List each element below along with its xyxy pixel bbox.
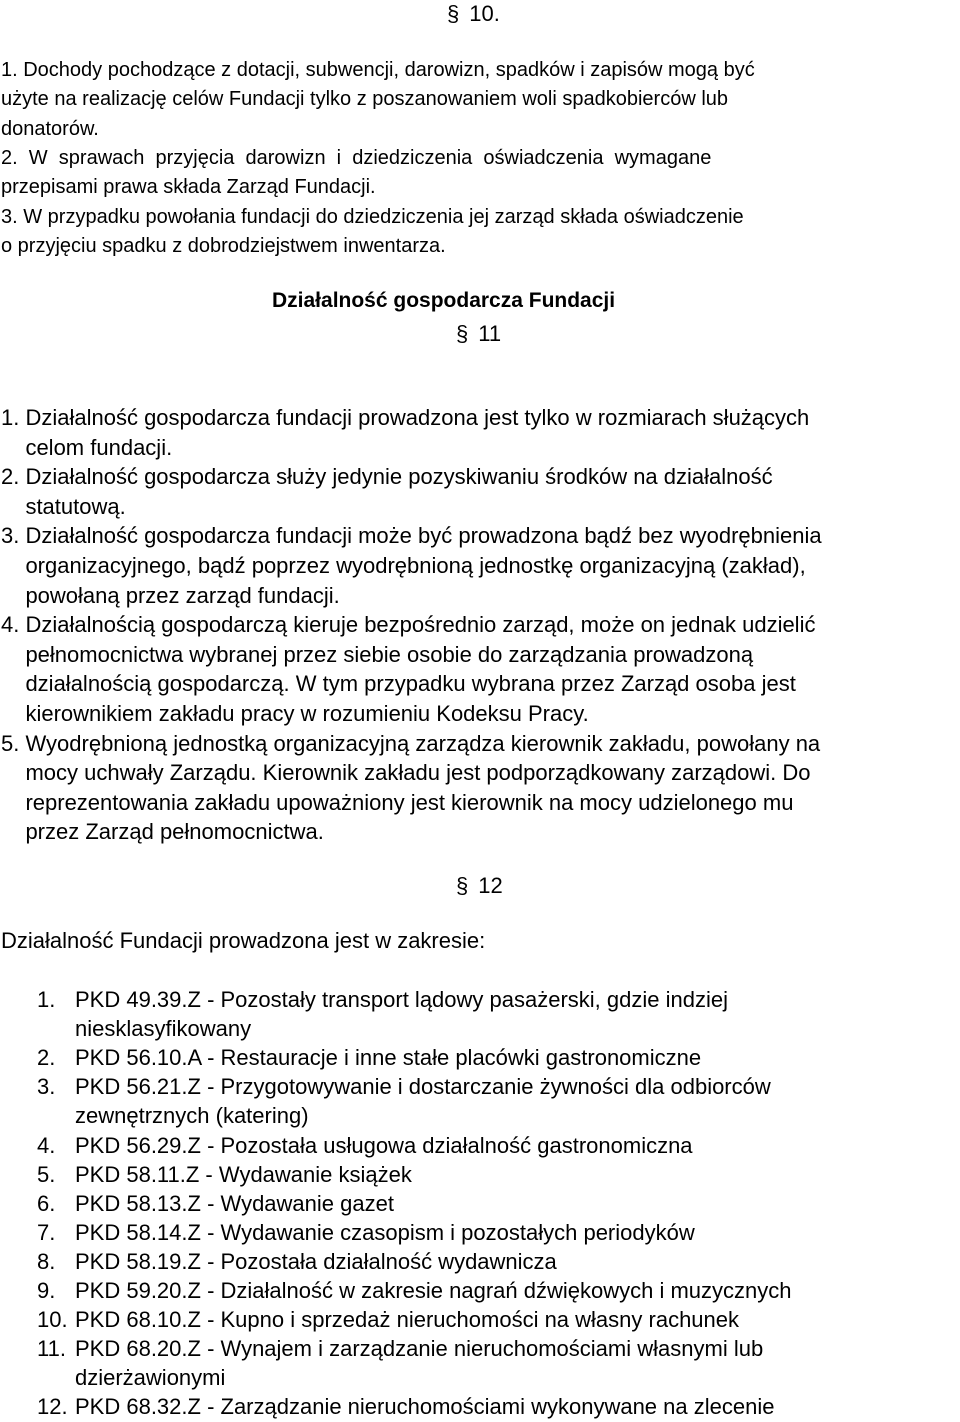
text-line: użyte na realizację celów Fundacji tylko z poszanowaniem woli spadkobierców lub [1, 88, 729, 111]
list-item-number: 2. [37, 1045, 56, 1071]
list-item-number: 9. [37, 1278, 56, 1303]
text-line: przez Zarząd pełnomocnictwa. [1, 819, 324, 845]
list-item-number: 8. [37, 1248, 56, 1274]
list-item-number: 12. [37, 1394, 68, 1420]
list-item-number: 4. [37, 1132, 56, 1158]
text-line: donatorów. [1, 117, 99, 140]
list-item: PKD 59.20.Z - Działalność w zakresie nagrań dźwiękowych i muzycznych [75, 1278, 792, 1303]
scope-intro: Działalność Fundacji prowadzona jest w zakresie: [1, 928, 486, 953]
list-item-number: 7. [37, 1219, 56, 1245]
section-number: 11 [478, 321, 502, 346]
section-number: 10. [469, 1, 500, 26]
list-item: PKD 58.11.Z - Wydawanie książek [75, 1161, 412, 1187]
list-item-number: 3. [37, 1074, 56, 1100]
section-number: 12 [478, 873, 503, 898]
section-12-heading [456, 875, 503, 897]
text-line: 1. Działalność gospodarcza fundacji prowadzona jest tylko w rozmiarach służących [1, 405, 810, 430]
paragraph-symbol: § [447, 1, 460, 26]
list-item-number: 11. [37, 1336, 66, 1362]
text-line: powołaną przez zarząd fundacji. [1, 582, 340, 608]
list-item-number: 5. [37, 1161, 56, 1187]
text-line: organizacyjnego, bądź poprzez wyodrębnioną jednostkę organizacyjną (zakład), [1, 553, 806, 578]
list-item-number: 10. [37, 1307, 68, 1333]
text-line: działalnością gospodarczą. W tym przypadku wybrana przez Zarząd osoba jest [1, 671, 796, 697]
list-item: PKD 68.10.Z - Kupno i sprzedaż nieruchomości na własny rachunek [75, 1307, 740, 1333]
text-line: pełnomocnictwa wybranej przez siebie osobie do zarządzania prowadzoną [1, 641, 754, 667]
page-heading: Działalność gospodarcza Fundacji [272, 289, 616, 312]
text-line: reprezentowania zakładu upoważniony jest kierownik na mocy udzielonego mu [1, 789, 794, 815]
text-line: 4. Działalnością gospodarczą kieruje bezpośrednio zarząd, może on jednak udzielić [1, 612, 816, 638]
text-line: statutową. [1, 493, 126, 519]
text-line: 1. Dochody pochodzące z dotacji, subwencji, darowizn, spadków i zapisów mogą być [1, 59, 755, 81]
list-item: niesklasyfikowany [75, 1016, 252, 1042]
pkd-list [37, 985, 957, 1422]
section-11-body [1, 403, 959, 853]
list-item: PKD 56.10.A - Restauracje i inne stałe placówki gastronomiczne [75, 1045, 702, 1071]
section-11-heading [456, 323, 501, 345]
text-line: celom fundacji. [1, 434, 173, 460]
list-item: PKD 56.21.Z - Przygotowywanie i dostarczanie żywności dla odbiorców [75, 1074, 771, 1100]
list-item: PKD 68.20.Z - Wynajem i zarządzanie nieruchomościami własnymi lub [75, 1336, 764, 1362]
list-item-number: 1. [37, 987, 56, 1012]
list-item: PKD 58.13.Z - Wydawanie gazet [75, 1190, 394, 1216]
list-item: PKD 58.19.Z - Pozostała działalność wydawnicza [75, 1248, 557, 1274]
text-line: 3. Działalność gospodarcza fundacji może być prowadzona bądź bez wyodrębnienia [1, 523, 822, 549]
list-item: PKD 68.32.Z - Zarządzanie nieruchomościami wykonywane na zlecenie [75, 1394, 775, 1420]
paragraph-symbol: § [456, 873, 469, 898]
list-item: PKD 58.14.Z - Wydawanie czasopism i pozostałych periodyków [75, 1219, 695, 1245]
text-line: przepisami prawa składa Zarząd Fundacji. [1, 176, 376, 199]
list-item-number: 6. [37, 1190, 56, 1216]
text-line: 5. Wyodrębnioną jednostką organizacyjną zarządza kierownik zakładu, powołany na [1, 730, 821, 756]
list-item: dzierżawionymi [75, 1365, 226, 1391]
list-item: PKD 49.39.Z - Pozostały transport lądowy pasażerski, gdzie indziej [75, 987, 728, 1012]
list-item: zewnętrznych (katering) [75, 1103, 309, 1129]
section-10-heading [447, 3, 500, 25]
text-line: mocy uchwały Zarządu. Kierownik zakładu jest podporządkowany zarządowi. Do [1, 760, 811, 786]
section-10-body [1, 55, 959, 265]
list-item: PKD 56.29.Z - Pozostała usługowa działalność gastronomiczna [75, 1132, 693, 1158]
text-line: 2. Działalność gospodarcza służy jedynie pozyskiwaniu środków na działalność [1, 464, 773, 490]
paragraph-symbol: § [456, 321, 469, 346]
text-line: 2. W sprawach przyjęcia darowizn i dziedziczenia oświadczenia wymagane [1, 146, 712, 169]
text-line: kierownikiem zakładu pracy w rozumieniu Kodeksu Pracy. [1, 701, 589, 726]
text-line: 3. W przypadku powołania fundacji do dziedziczenia jej zarząd składa oświadczenie [1, 205, 744, 228]
text-line: o przyjęciu spadku z dobrodziejstwem inwentarza. [1, 234, 446, 257]
